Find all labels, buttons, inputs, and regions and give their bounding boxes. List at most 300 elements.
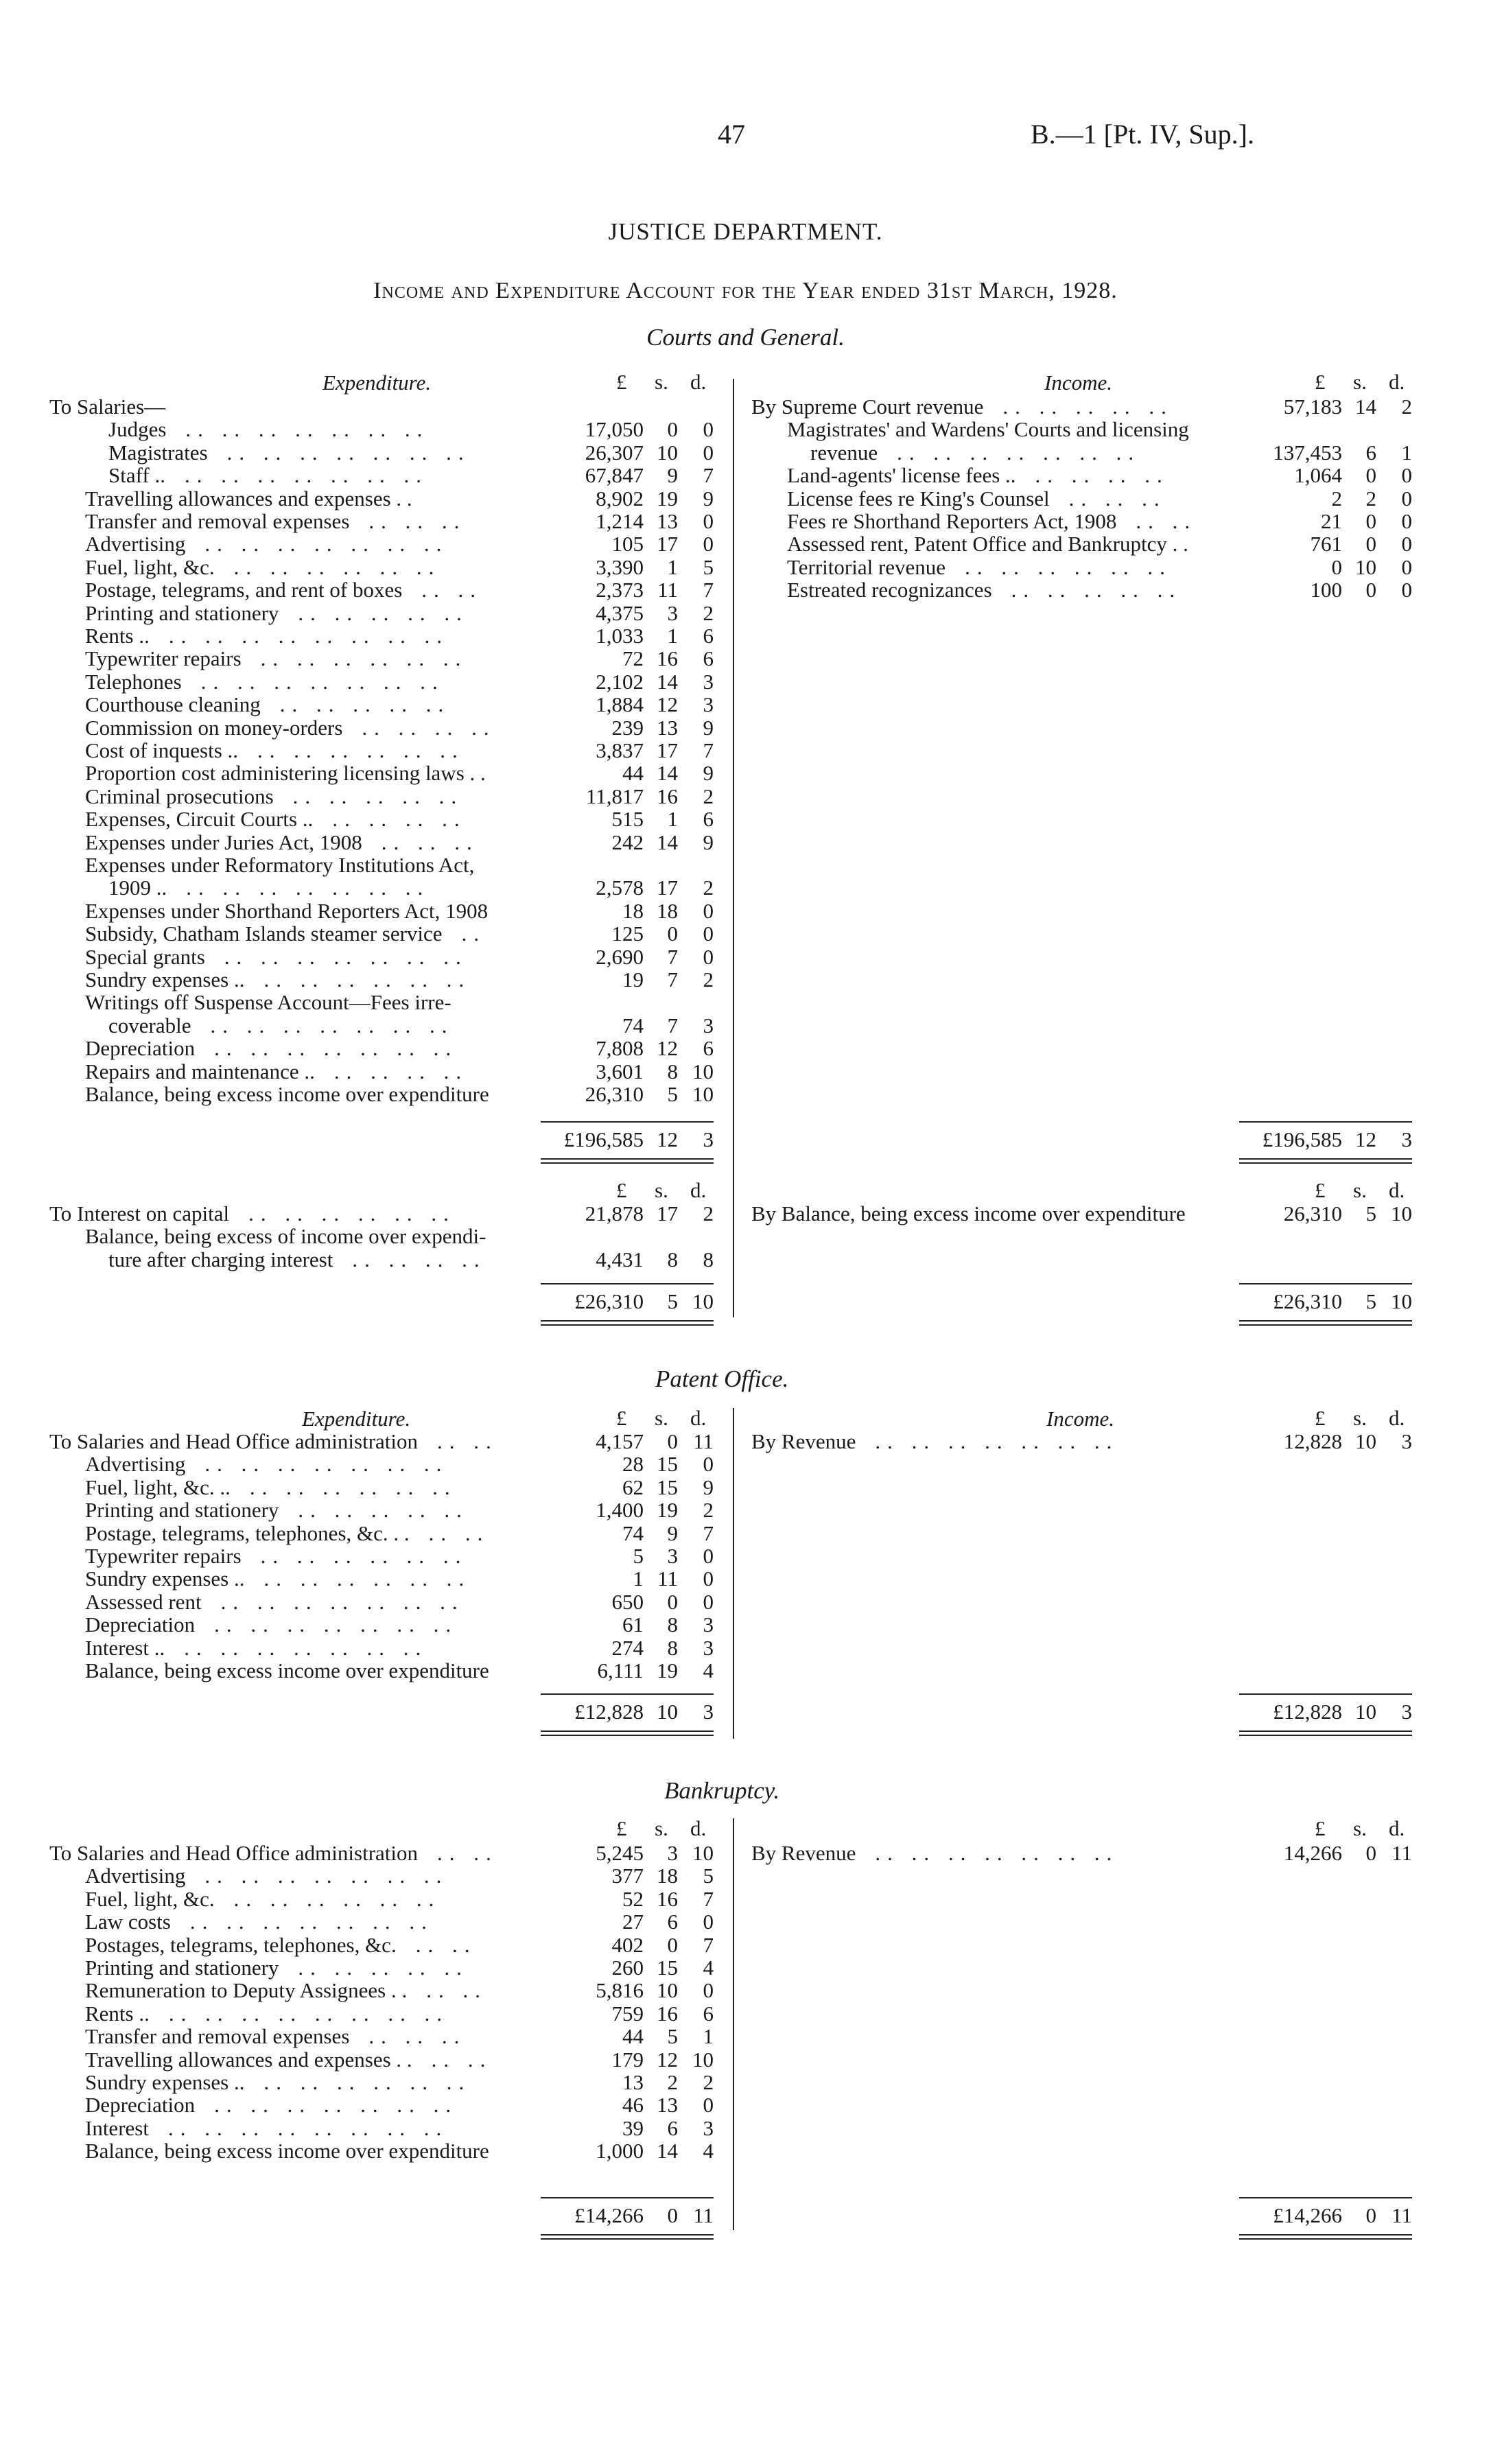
leader-dots: .. .. .. .. ..: [279, 693, 451, 716]
ledger-item-label: Subsidy, Chatham Islands steamer service: [85, 922, 443, 946]
shillings-symbol: s.: [1353, 1178, 1367, 1202]
amount-pounds: 74: [622, 1013, 644, 1037]
ledger-row: [49, 1476, 714, 1499]
amount-shillings: 0: [1365, 1841, 1376, 1865]
total-rule: [1239, 1283, 1412, 1284]
ledger-row: [49, 556, 714, 578]
ledger-item-label: Fuel, light, &c. ..: [85, 1475, 231, 1499]
leader-dots: .. .. .. .. .. .. ..: [224, 945, 468, 968]
amount-pence: 9: [703, 761, 714, 786]
ledger-item-label: Land-agents' license fees ..: [787, 463, 1016, 488]
currency-header: [49, 1407, 714, 1429]
leader-dots: .. .. .. .. .. ..: [248, 1202, 456, 1225]
amount-pence: 7: [703, 463, 714, 488]
leader-dots: .. .. .. .. .. .. ..: [204, 532, 449, 556]
ledger-row: [751, 578, 1416, 601]
amount-shillings: 17: [657, 876, 678, 900]
amount-pounds: 13: [622, 2070, 644, 2094]
pence-symbol: d.: [690, 1178, 707, 1202]
leader-dots: .. ..: [415, 1933, 477, 1956]
total-double-rule: [1239, 1730, 1412, 1736]
amount-pounds: 1,000: [596, 2139, 644, 2163]
ledger-item-label: Fees re Shorthand Reporters Act, 1908: [787, 509, 1117, 533]
total-shillings: 5: [1365, 1289, 1376, 1313]
amount-shillings: 19: [657, 1498, 678, 1523]
amount-pence: 2: [703, 2070, 714, 2094]
amount-pounds: 46: [622, 2093, 644, 2117]
amount-shillings: 13: [657, 509, 678, 533]
amount-pounds: 44: [622, 2024, 644, 2049]
ledger-item-label: Expenses under Juries Act, 1908: [85, 830, 362, 854]
amount-pence: 6: [703, 1036, 714, 1061]
amount-shillings: 16: [657, 1886, 678, 1911]
leader-dots: .. .. .. .. ..: [292, 784, 464, 808]
amount-pence: 0: [703, 509, 714, 533]
pounds-symbol: £: [1315, 370, 1326, 394]
amount-shillings: 18: [657, 1864, 678, 1888]
ledger-item-label: Staff ..: [108, 463, 165, 488]
ledger-item-label: Travelling allowances and expenses . .: [85, 486, 412, 511]
leader-dots: .. .. .. .. .. .. ..: [204, 1453, 449, 1476]
ledger-item-label: Typewriter repairs: [85, 646, 242, 671]
amount-pounds: 5,816: [596, 1978, 644, 2003]
ledger-item-label: By Supreme Court revenue: [751, 395, 984, 419]
expenditure-heading: Expenditure.: [322, 371, 432, 395]
ledger-row: [49, 854, 714, 876]
leader-dots: .. ..: [1136, 510, 1197, 532]
total-pence: 10: [1391, 1289, 1412, 1313]
amount-shillings: 19: [657, 1658, 678, 1682]
amount-shillings: 0: [667, 1429, 678, 1453]
ledger-item-label: Courthouse cleaning: [85, 692, 261, 717]
ledger-row: [49, 1567, 714, 1590]
amount-pence: 0: [703, 944, 714, 969]
ledger-row: [49, 2117, 714, 2139]
ledger-row: [49, 1522, 714, 1545]
amount-pence: 0: [1401, 463, 1412, 488]
leader-dots: .. .. ..: [368, 2025, 467, 2048]
amount-shillings: 14: [1355, 395, 1376, 419]
ledger-row: [49, 1842, 714, 1864]
amount-pence: 0: [703, 440, 714, 465]
amount-shillings: 0: [667, 417, 678, 442]
leader-dots: .. .. .. .. .. ..: [257, 739, 465, 762]
ledger-item-label: Expenses under Reformatory Institutions Act,: [85, 853, 475, 877]
amount-shillings: 11: [657, 1567, 678, 1591]
ledger-row: [49, 922, 714, 945]
pence-symbol: d.: [1389, 370, 1405, 394]
amount-pounds: 0: [1331, 554, 1342, 579]
total-pounds: £12,828: [1273, 1700, 1342, 1724]
amount-pounds: 242: [611, 830, 644, 854]
total-rule: [541, 1121, 714, 1123]
amount-pounds: 12,828: [1283, 1429, 1342, 1453]
shillings-symbol: s.: [1353, 370, 1367, 394]
ledger-row: [49, 1060, 714, 1083]
amount-pence: 8: [703, 1247, 714, 1271]
amount-pounds: 52: [622, 1886, 644, 1911]
ledger-item-label: Depreciation: [85, 1612, 196, 1637]
pence-symbol: d.: [1389, 1816, 1405, 1840]
pence-symbol: d.: [1389, 1178, 1405, 1202]
leader-dots: .. .. .. .. .. .. ..: [875, 1842, 1119, 1864]
ledger-row: [49, 2071, 714, 2093]
ledger-row: [49, 876, 714, 899]
currency-header: [49, 1179, 714, 1201]
total-shillings: 0: [667, 2203, 678, 2227]
ledger-row: [49, 1591, 714, 1613]
amount-pounds: 39: [622, 2115, 644, 2140]
amount-pence: 7: [703, 1521, 714, 1545]
leader-dots: .. .. .. .. .. ..: [263, 968, 471, 991]
ledger-row: [49, 1864, 714, 1887]
amount-pence: 3: [703, 1013, 714, 1037]
amount-shillings: 8: [667, 1612, 678, 1637]
pence-symbol: d.: [690, 1816, 707, 1840]
leader-dots: .. .. .. .. .. ..: [233, 555, 441, 578]
amount-pence: 11: [1392, 1841, 1412, 1865]
ledger-item-label: Magistrates: [108, 440, 208, 465]
pence-symbol: d.: [690, 370, 707, 394]
amount-pounds: 1,214: [596, 509, 644, 533]
total-pence: 3: [1401, 1127, 1412, 1151]
amount-shillings: 18: [657, 898, 678, 923]
amount-shillings: 15: [657, 1956, 678, 1980]
amount-pence: 0: [703, 1978, 714, 2003]
total-double-rule: [541, 1158, 714, 1164]
leader-dots: .. .. .. .. ..: [298, 1956, 469, 1979]
amount-pence: 0: [1401, 578, 1412, 602]
amount-pounds: 761: [1310, 532, 1342, 556]
ledger-row: [49, 1453, 714, 1475]
ledger-item-label: Advertising: [85, 1864, 186, 1888]
amount-pence: 2: [703, 876, 714, 900]
amount-pounds: 4,157: [596, 1429, 644, 1453]
leader-dots: .. ..: [437, 1842, 498, 1864]
ledger-row: [49, 647, 714, 670]
total-row: [49, 1290, 714, 1313]
leader-dots: .. .. .. .. .. .. ..: [220, 1590, 465, 1613]
currency-header: [751, 1407, 1416, 1429]
amount-shillings: 15: [657, 1475, 678, 1499]
amount-pounds: 14,266: [1283, 1841, 1342, 1865]
ledger-row: [49, 2139, 714, 2162]
leader-dots: .. ..: [421, 578, 483, 602]
ledger-row: [751, 418, 1416, 441]
ledger-row: [49, 1613, 714, 1636]
ledger-item-label: Postages, telegrams, telephones, &c.: [85, 1932, 397, 1957]
amount-pounds: 26,310: [1283, 1201, 1342, 1225]
amount-pence: 5: [703, 554, 714, 579]
amount-pence: 6: [703, 807, 714, 832]
ledger-row: [49, 946, 714, 968]
ledger-row: [49, 487, 714, 510]
amount-pounds: 21,878: [585, 1201, 644, 1225]
total-double-rule: [541, 1320, 714, 1326]
amount-shillings: 16: [657, 784, 678, 808]
amount-pounds: 4,431: [596, 1247, 644, 1271]
amount-pence: 0: [1401, 554, 1412, 579]
leader-dots: .. .. .. .. .. .. .. ..: [167, 2116, 449, 2139]
amount-shillings: 5: [1365, 1201, 1376, 1225]
shillings-symbol: s.: [655, 1178, 668, 1202]
ledger-row: [49, 1636, 714, 1659]
ledger-item-label: revenue: [810, 440, 878, 465]
amount-pence: 1: [703, 2024, 714, 2049]
amount-pence: 2: [703, 967, 714, 992]
amount-shillings: 17: [657, 738, 678, 762]
amount-shillings: 10: [657, 1978, 678, 2003]
amount-pounds: 1,884: [596, 692, 644, 717]
amount-pounds: 377: [611, 1864, 644, 1888]
leader-dots: ..: [461, 922, 486, 946]
leader-dots: .. ..: [437, 1430, 498, 1453]
ledger-item-label: Advertising: [85, 1452, 186, 1477]
leader-dots: .. .. .. .. .. ..: [233, 1887, 441, 1910]
leader-dots: .. .. .. .. .. ..: [260, 1545, 468, 1567]
amount-pounds: 57,183: [1283, 395, 1342, 419]
ledger-row: [49, 900, 714, 922]
ledger-item-label: Telephones: [85, 669, 182, 694]
amount-shillings: 0: [1365, 532, 1376, 556]
total-shillings: 5: [667, 1289, 678, 1313]
ledger-item-label: ture after charging interest: [108, 1247, 333, 1271]
total-pence: 10: [692, 1289, 714, 1313]
amount-pence: 9: [703, 830, 714, 854]
ledger-item-label: Advertising: [85, 532, 186, 556]
ledger-item-label: Typewriter repairs: [85, 1544, 242, 1568]
ledger-row: [49, 510, 714, 532]
shillings-symbol: s.: [1353, 1406, 1367, 1430]
amount-pence: 9: [703, 1475, 714, 1499]
amount-pounds: 72: [622, 646, 644, 671]
patent-income-heading: Income.: [1046, 1407, 1114, 1431]
total-pence: 3: [1401, 1700, 1412, 1724]
account-title: Income and Expenditure Account for the Year ended 31st March, 1928.: [373, 278, 1118, 303]
ledger-row: [49, 1083, 714, 1105]
amount-pence: 10: [692, 1059, 714, 1083]
ledger-item-label: Printing and stationery: [85, 1498, 279, 1523]
amount-shillings: 6: [667, 2115, 678, 2140]
ledger-item-label: Expenses under Shorthand Reporters Act, 1908: [85, 898, 489, 923]
leader-dots: .. .. .. .. .. .. ..: [875, 1430, 1119, 1453]
ledger-item-label: coverable: [108, 1013, 191, 1037]
amount-pounds: 27: [622, 1910, 644, 1934]
total-pence: 3: [703, 1127, 714, 1151]
ledger-item-label: Fuel, light, &c.: [85, 554, 215, 579]
ledger-row: [49, 1979, 714, 2002]
ledger-item-label: Transfer and removal expenses: [85, 2024, 350, 2049]
amount-pounds: 74: [622, 1521, 644, 1545]
total-double-rule: [541, 1730, 714, 1736]
amount-shillings: 14: [657, 761, 678, 786]
patent-expenditure-heading: Expenditure.: [302, 1407, 411, 1431]
amount-shillings: 8: [667, 1635, 678, 1660]
amount-shillings: 1: [667, 807, 678, 832]
shillings-symbol: s.: [1353, 1816, 1367, 1840]
ledger-row: [49, 670, 714, 693]
ledger-item-label: Balance, being excess income over expenditure: [85, 2139, 489, 2163]
leader-dots: .. ..: [426, 1979, 487, 2002]
amount-pounds: 62: [622, 1475, 644, 1499]
ledger-row: [751, 532, 1416, 555]
leader-dots: .. .. .. .. .. .. ..: [226, 441, 471, 464]
leader-dots: .. .. .. .. .. .. ..: [186, 876, 430, 900]
ledger-item-label: To Salaries and Head Office administration: [49, 1429, 419, 1453]
leader-dots: .. .. .. .. .. .. ..: [185, 418, 430, 441]
ledger-row: [49, 1888, 714, 1910]
ledger-row: [49, 2002, 714, 2025]
leader-dots: .. .. .. .. ..: [1002, 395, 1173, 418]
amount-pence: 3: [703, 669, 714, 694]
ledger-row: [49, 2093, 714, 2116]
ledger-row: [49, 1659, 714, 1682]
leader-dots: .. .. .. .. .. .. ..: [204, 1864, 449, 1888]
amount-shillings: 10: [657, 440, 678, 465]
ledger-row: [49, 831, 714, 854]
amount-pounds: 2,373: [596, 578, 644, 602]
ledger-item-label: By Revenue: [751, 1429, 856, 1453]
amount-shillings: 14: [657, 669, 678, 694]
pounds-symbol: £: [616, 370, 627, 394]
total-pence: 3: [703, 1700, 714, 1724]
ledger-item-label: Postage, telegrams, telephones, &c. . .: [85, 1521, 410, 1545]
total-row: [751, 1290, 1416, 1313]
ledger-row: [49, 808, 714, 830]
amount-shillings: 5: [667, 1082, 678, 1106]
ledger-item-label: To Salaries—: [49, 395, 166, 419]
amount-pounds: 179: [611, 2047, 644, 2072]
amount-pence: 4: [703, 1658, 714, 1682]
total-rule: [541, 1283, 714, 1284]
total-pounds: £14,266: [574, 2203, 644, 2227]
total-double-rule: [541, 2234, 714, 2240]
total-shillings: 10: [1355, 1700, 1376, 1724]
currency-header: [49, 371, 714, 393]
amount-pence: 6: [703, 624, 714, 648]
ledger-item-label: Travelling allowances and expenses . .: [85, 2047, 412, 2072]
amount-shillings: 12: [657, 2047, 678, 2072]
amount-shillings: 9: [667, 463, 678, 488]
leader-dots: .. .. .. .. .. .. ..: [200, 670, 445, 693]
pounds-symbol: £: [1315, 1816, 1326, 1840]
ledger-item-label: Territorial revenue: [787, 554, 946, 579]
ledger-item-label: To Interest on capital: [49, 1201, 230, 1225]
ledger-item-label: Estreated recognizances: [787, 578, 992, 602]
amount-shillings: 0: [1365, 578, 1376, 602]
ledger-row: [49, 624, 714, 647]
amount-pence: 0: [1401, 532, 1412, 556]
total-pounds: £26,310: [574, 1289, 644, 1313]
ledger-item-label: Judges: [108, 417, 167, 442]
ledger-item-label: Cost of inquests ..: [85, 738, 239, 762]
amount-pounds: 28: [622, 1452, 644, 1477]
currency-header: [751, 1817, 1416, 1840]
amount-shillings: 0: [667, 1932, 678, 1957]
ledger-row: [751, 464, 1416, 486]
ledger-row: [751, 441, 1416, 464]
amount-pence: 6: [703, 646, 714, 671]
leader-dots: .. .. .. .. .. .. ..: [184, 464, 428, 487]
leader-dots: .. .. .. ..: [362, 716, 496, 739]
leader-dots: .. .. .. .. .. ..: [249, 1475, 457, 1499]
leader-dots: .. .. .. .. .. .. .. ..: [168, 2002, 449, 2025]
leader-dots: .. .. ..: [381, 830, 479, 854]
amount-pounds: 44: [622, 761, 644, 786]
column-divider: [733, 1818, 734, 2230]
ledger-item-label: Rents ..: [85, 624, 150, 648]
ledger-item-label: By Balance, being excess income over expenditure: [751, 1201, 1186, 1225]
amount-pounds: 2: [1331, 486, 1342, 511]
ledger-row: [49, 1014, 714, 1037]
ledger-row: [49, 441, 714, 464]
ledger-item-label: Balance, being excess of income over expendi-: [85, 1224, 486, 1249]
amount-pounds: 2,102: [596, 669, 644, 694]
amount-pence: 0: [703, 1544, 714, 1568]
amount-pounds: 239: [611, 715, 644, 740]
amount-shillings: 7: [667, 967, 678, 992]
ledger-item-label: Printing and stationery: [85, 1956, 279, 1980]
amount-pounds: 3,390: [596, 554, 644, 579]
amount-shillings: 5: [667, 2024, 678, 2049]
amount-pounds: 17,050: [585, 417, 644, 442]
ledger-row: [751, 510, 1416, 532]
ledger-item-label: By Revenue: [751, 1841, 856, 1865]
pounds-symbol: £: [1315, 1406, 1326, 1430]
pence-symbol: d.: [690, 1406, 707, 1430]
amount-pence: 0: [703, 1910, 714, 1934]
amount-pence: 10: [692, 1082, 714, 1106]
ledger-row: [49, 693, 714, 716]
document-reference: B.—1 [Pt. IV, Sup.].: [1031, 119, 1254, 150]
amount-pounds: 5,245: [596, 1841, 644, 1865]
amount-shillings: 2: [1365, 486, 1376, 511]
amount-pence: 3: [703, 1612, 714, 1637]
amount-shillings: 0: [667, 1589, 678, 1614]
amount-pence: 2: [703, 600, 714, 625]
total-pounds: £12,828: [574, 1700, 644, 1724]
amount-pence: 3: [703, 2115, 714, 2140]
leader-dots: .. .. ..: [1068, 486, 1166, 510]
amount-shillings: 16: [657, 2001, 678, 2026]
amount-shillings: 14: [657, 830, 678, 854]
amount-pounds: 100: [1310, 578, 1342, 602]
ledger-row: [49, 991, 714, 1013]
amount-pounds: 26,310: [585, 1082, 644, 1106]
leader-dots: .. .. .. .. .. .. .. ..: [168, 624, 449, 647]
amount-pence: 0: [703, 1452, 714, 1477]
leader-dots: .. .. .. ..: [332, 808, 467, 831]
amount-shillings: 14: [657, 2139, 678, 2163]
amount-pounds: 4,375: [596, 600, 644, 625]
leader-dots: .. .. ..: [368, 510, 467, 532]
ledger-item-label: Proportion cost administering licensing laws . .: [85, 761, 486, 786]
amount-shillings: 10: [1355, 1429, 1376, 1453]
ledger-item-label: Commission on money-orders: [85, 715, 343, 740]
ledger-item-label: Balance, being excess income over expenditure: [85, 1658, 489, 1682]
ledger-item-label: Sundry expenses ..: [85, 2070, 245, 2094]
ledger-item-label: Special grants: [85, 944, 205, 969]
amount-shillings: 3: [667, 1841, 678, 1865]
amount-pounds: 1,033: [596, 624, 644, 648]
leader-dots: .. .. .. ..: [1035, 464, 1169, 487]
leader-dots: .. ..: [431, 2048, 493, 2071]
total-pounds: £196,585: [1262, 1127, 1342, 1151]
amount-pence: 10: [692, 2047, 714, 2072]
amount-pounds: 402: [611, 1932, 644, 1957]
amount-shillings: 1: [667, 624, 678, 648]
total-shillings: 10: [657, 1700, 678, 1724]
